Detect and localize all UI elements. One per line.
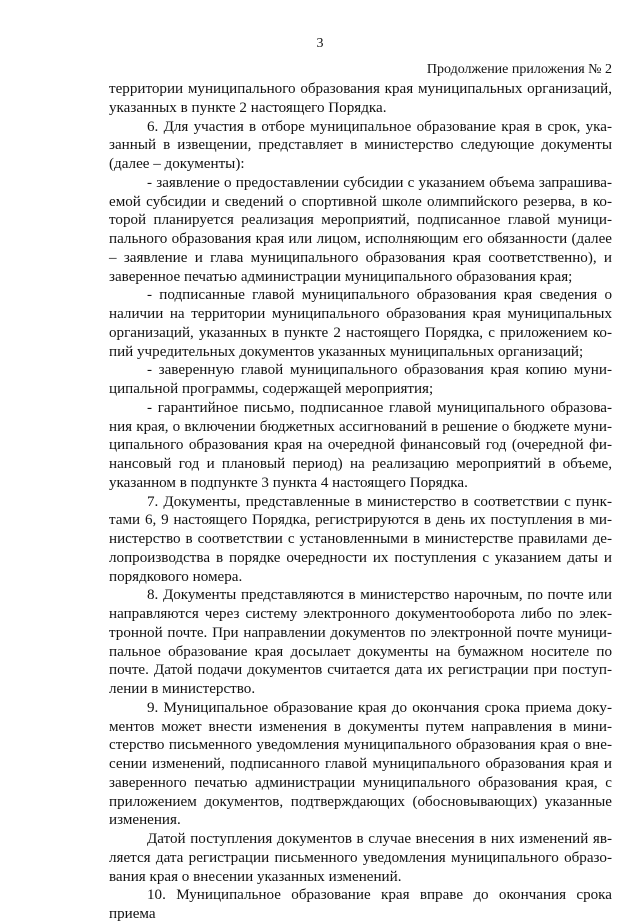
document-body — [109, 80, 612, 924]
paragraph-10: 10. Муниципальное образование края вправе до окончания срока приема — [109, 887, 612, 922]
paragraph-9-note: Датой поступления документов в случае внесения в них изменений является дата регистрации письменного уведомления муниципального образования края о внесении указанных изменений. — [109, 831, 612, 885]
paragraph-continuation: территории муниципального образования края муниципальных организаций, указанных в пункте 2 настоящего Порядка. — [109, 81, 612, 116]
list-item-program-copy: - заверенную главой муниципального образования края копию муниципальной программы, содержащей мероприятия; — [109, 362, 612, 397]
list-item-application: - заявление о предоставлении субсидии с указанием объема запрашиваемой субсидии и сведений о спортивной школе олимпийского резерва, в которой планируется реализация мероприятий, подписанное главой муниципального образования края или лицом, исполняющим его обязанности (далее – заявление и глава муниципального образования края соответственно), и заверенное печатью администрации муниципального образования края; — [109, 174, 612, 285]
paragraph-9: 9. Муниципальное образование края до окончания срока приема документов может внести изменения в документы путем направления в министерство письменного уведомления муниципального образования края о внесении изменений, подписанного главой муниципального образования края и заверенного печатью администрации муниципального образования края, с приложением документов, подтверждающих (обосновывающих) указанные изменения. — [109, 699, 612, 829]
paragraph-8: 8. Документы представляются в министерство нарочным, по почте или направляются через систему электронного документооборота либо по электронной почте. При направлении документов по электронной почте муниципальное образование края досылает документы на бумажном носителе по почте. Датой подачи документов считается дата их регистрации при поступлении в министерство. — [109, 587, 612, 697]
paragraph-7: 7. Документы, представленные в министерство в соответствии с пунктами 6, 9 настоящего Порядка, регистрируются в день их поступления в министерство в соответствии с установленными в министерстве правилами делопроизводства в порядке очередности их поступления с указанием даты и порядкового номера. — [109, 493, 612, 585]
paragraph-6: 6. Для участия в отборе муниципальное образование края в срок, указанный в извещении, представляет в министерство следующие документы (далее – документы): — [109, 118, 612, 172]
appendix-continuation-note: Продолжение приложения № 2 — [426, 62, 612, 77]
list-item-organizations-info: - подписанные главой муниципального образования края сведения о наличии на территории муниципального образования края муниципальных организаций, указанных в пункте 2 настоящего Порядка, с приложением копий учредительных документов указанных муниципальных организаций; — [109, 287, 612, 360]
page-number: 3 — [316, 36, 324, 51]
list-item-guarantee-letter: - гарантийное письмо, подписанное главой муниципального образования края, о включении бюджетных ассигнований в решение о бюджете муниципального образования края на очередной финансовый год (очередной финансовый год и плановый период) на реализацию мероприятий в объеме, указанном в подпункте 3 пункта 4 настоящего Порядка. — [109, 399, 612, 491]
